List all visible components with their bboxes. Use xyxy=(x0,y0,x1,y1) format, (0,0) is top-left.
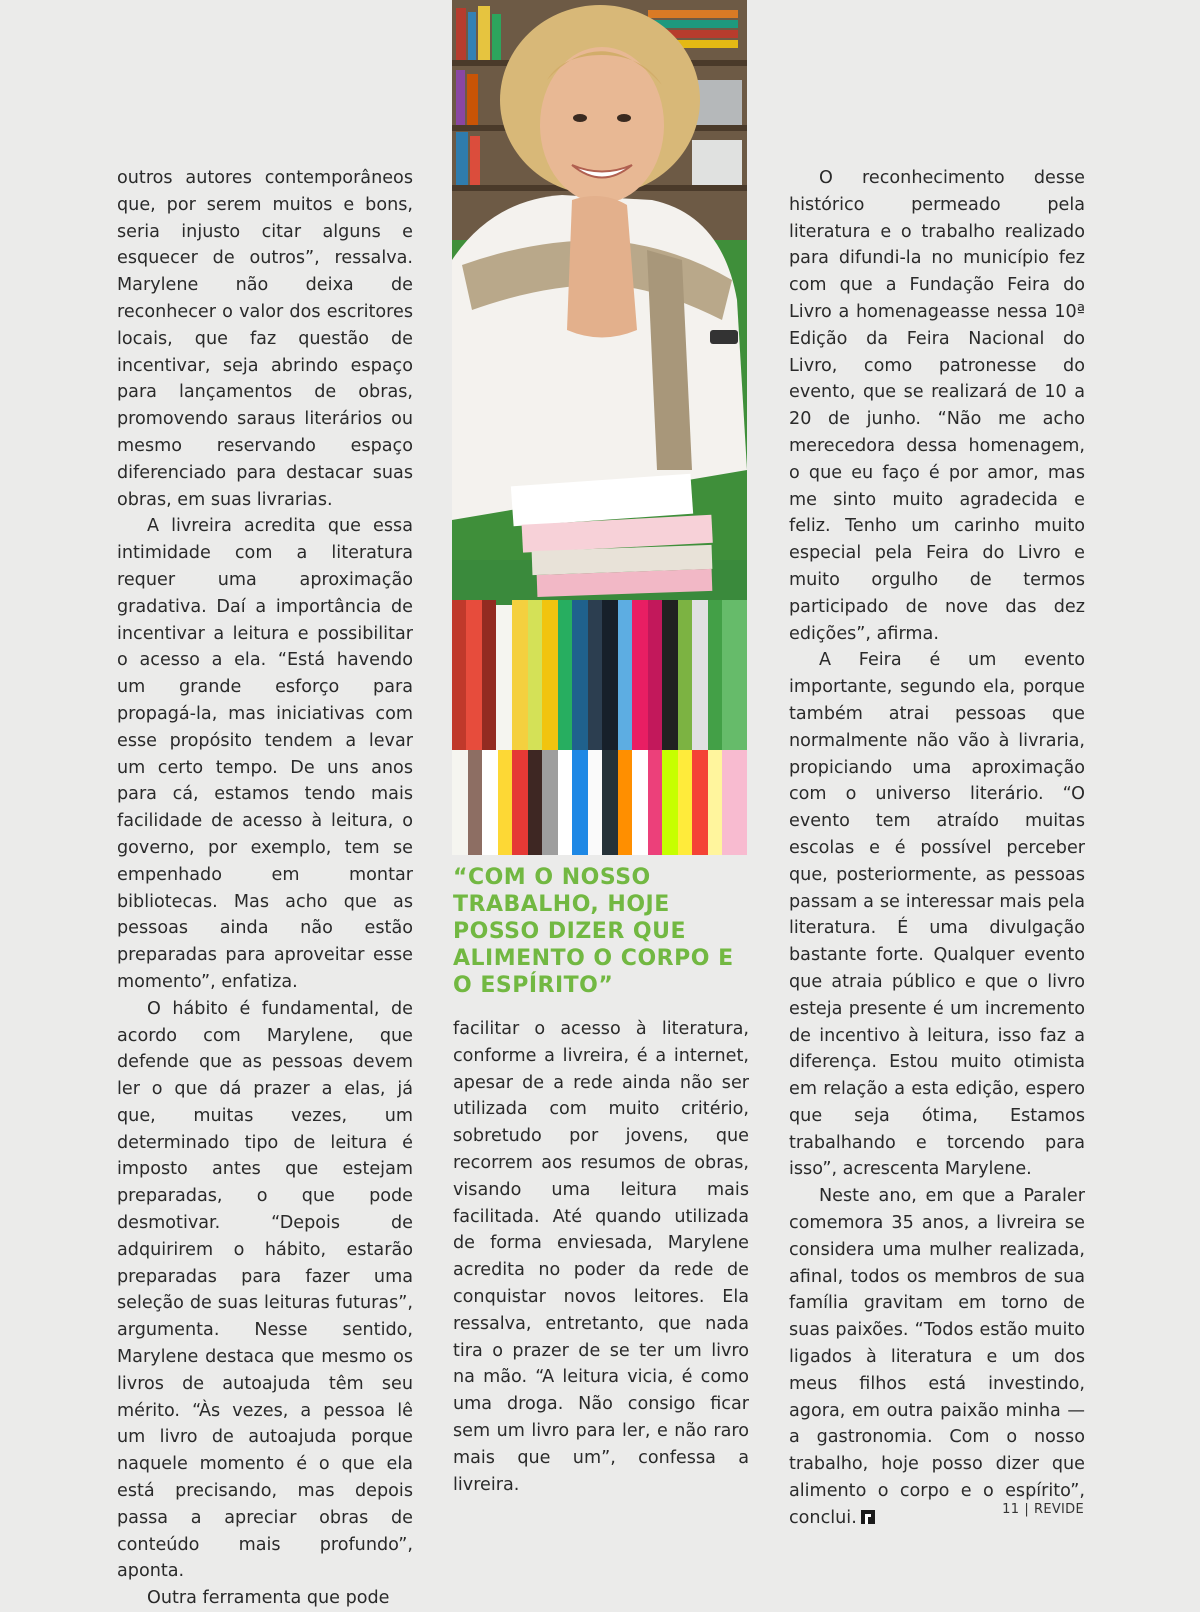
text-column-left xyxy=(117,165,413,1612)
end-mark-icon xyxy=(861,1510,875,1524)
text-column-right xyxy=(789,165,1085,1532)
paragraph: facilitar o acesso à literatura, conforme a livreira, é a internet, apesar de a rede ainda não ser utilizada com muito critério, sobretudo por jovens, que recorrem aos resumos de obras, visando uma leitura mais facilitada. Até quando utilizada de forma enviesada, Marylene acredita no poder da rede de conquistar novos leitores. Ela ressalva, entretanto, que nada tira o prazer de se ter um livro na mão. “A leitura vicia, é como uma droga. Não consigo ficar sem um livro para ler, e não raro mais que um”, confessa a livreira. xyxy=(453,1019,749,1495)
text-column-middle xyxy=(453,1016,749,1498)
paragraph: A Feira é um evento importante, segundo ela, porque também atrai pessoas que normalmente não vão à livraria, propiciando uma aproximação com o universo literário. “O evento tem atraído muitas escolas e é possível perceber que, posteriormente, as pessoas passam a se interessar mais pela literatura. É uma divulgação bastante forte. Qualquer evento que atraia público e que o livro esteja presente é um incremento de incentivo à leitura, isso faz a diferença. Estou muito otimista em relação a esta edição, espero que seja ótima, Estamos trabalhando e torcendo para isso”, acrescenta Marylene. xyxy=(789,650,1085,1180)
magazine-name: REVIDE xyxy=(1034,1502,1084,1517)
paragraph-final xyxy=(789,1183,1085,1531)
paragraph: outros autores contemporâneos que, por serem muitos e bons, seria injusto citar alguns e esquecer de outros”, ressalva. Marylene não deixa de reconhecer o valor dos escritores locais, que faz questão de incentivar, seja abrindo espaço para lançamentos de obras, promovendo saraus literários ou mesmo reservando espaço diferenciado para destacar suas obras, em suas livrarias. xyxy=(117,168,413,510)
paragraph: A livreira acredita que essa intimidade com a literatura requer uma aproximação gradativa. Daí a importância de incentivar a leitura e possibilitar o acesso a ela. “Está havendo um grande esforço para propagá-la, mas iniciativas com esse propósito tendem a levar um certo tempo. De uns anos para cá, estamos tendo mais facilidade de acesso à leitura, o governo, por exemplo, tem se empenhado em montar bibliotecas. Mas acho que as pessoas ainda não estão preparadas para aproveitar esse momento”, enfatiza. xyxy=(117,516,413,992)
paragraph: Outra ferramenta que pode xyxy=(147,1588,390,1609)
page-number: 11 xyxy=(1002,1502,1020,1517)
portrait-photo-icon xyxy=(452,0,747,855)
footer-separator: | xyxy=(1024,1502,1029,1517)
paragraph: O hábito é fundamental, de acordo com Marylene, que defende que as pessoas devem ler o que dá prazer a elas, já que, muitas vezes, um determinado tipo de leitura é imposto antes que estejam preparadas, o que pode desmotivar. “Depois de adquirirem o hábito, estarão preparadas para fazer uma seleção de suas leituras futuras”, argumenta. Nesse sentido, Marylene destaca que mesmo os livros de autoajuda têm seu mérito. “Às vezes, a pessoa lê um livro de autoajuda porque naquele momento é o que ela está precisando, mas depois passa a apreciar obras de conteúdo mais profundo”, aponta. xyxy=(117,998,413,1582)
paragraph: O reconhecimento desse histórico permeado pela literatura e o trabalho realizado para difundi-la no município fez com que a Fundação Feira do Livro a homenageasse nessa 10ª Edição da Feira Nacional do Livro, como patronesse do evento, que se realizará de 10 a 20 de junho. “Não me acho merecedora dessa homenagem, o que eu faço é por amor, mas me sinto muito agradecida e feliz. Tenho um carinho muito especial pela Feira do Livro e muito orgulho de termos participado de nove das dez edições”, afirma. xyxy=(789,168,1085,644)
pull-quote: “COM O NOSSO TRABALHO, HOJE POSSO DIZER QUE ALIMENTO O CORPO E O ESPÍRITO” xyxy=(453,865,734,998)
paragraph-text: Neste ano, em que a Paraler comemora 35 anos, a livreira se considera uma mulher realizada, afinal, todos os membros de sua família gravitam em torno de suas paixões. “Todos estão muito ligados à literatura e um dos meus filhos está investindo, agora, em outra paixão minha — a gastronomia. Com o nosso trabalho, hoje posso dizer que alimento o corpo e o espírito”, conclui. xyxy=(789,1186,1085,1528)
page-footer xyxy=(1002,1502,1084,1517)
